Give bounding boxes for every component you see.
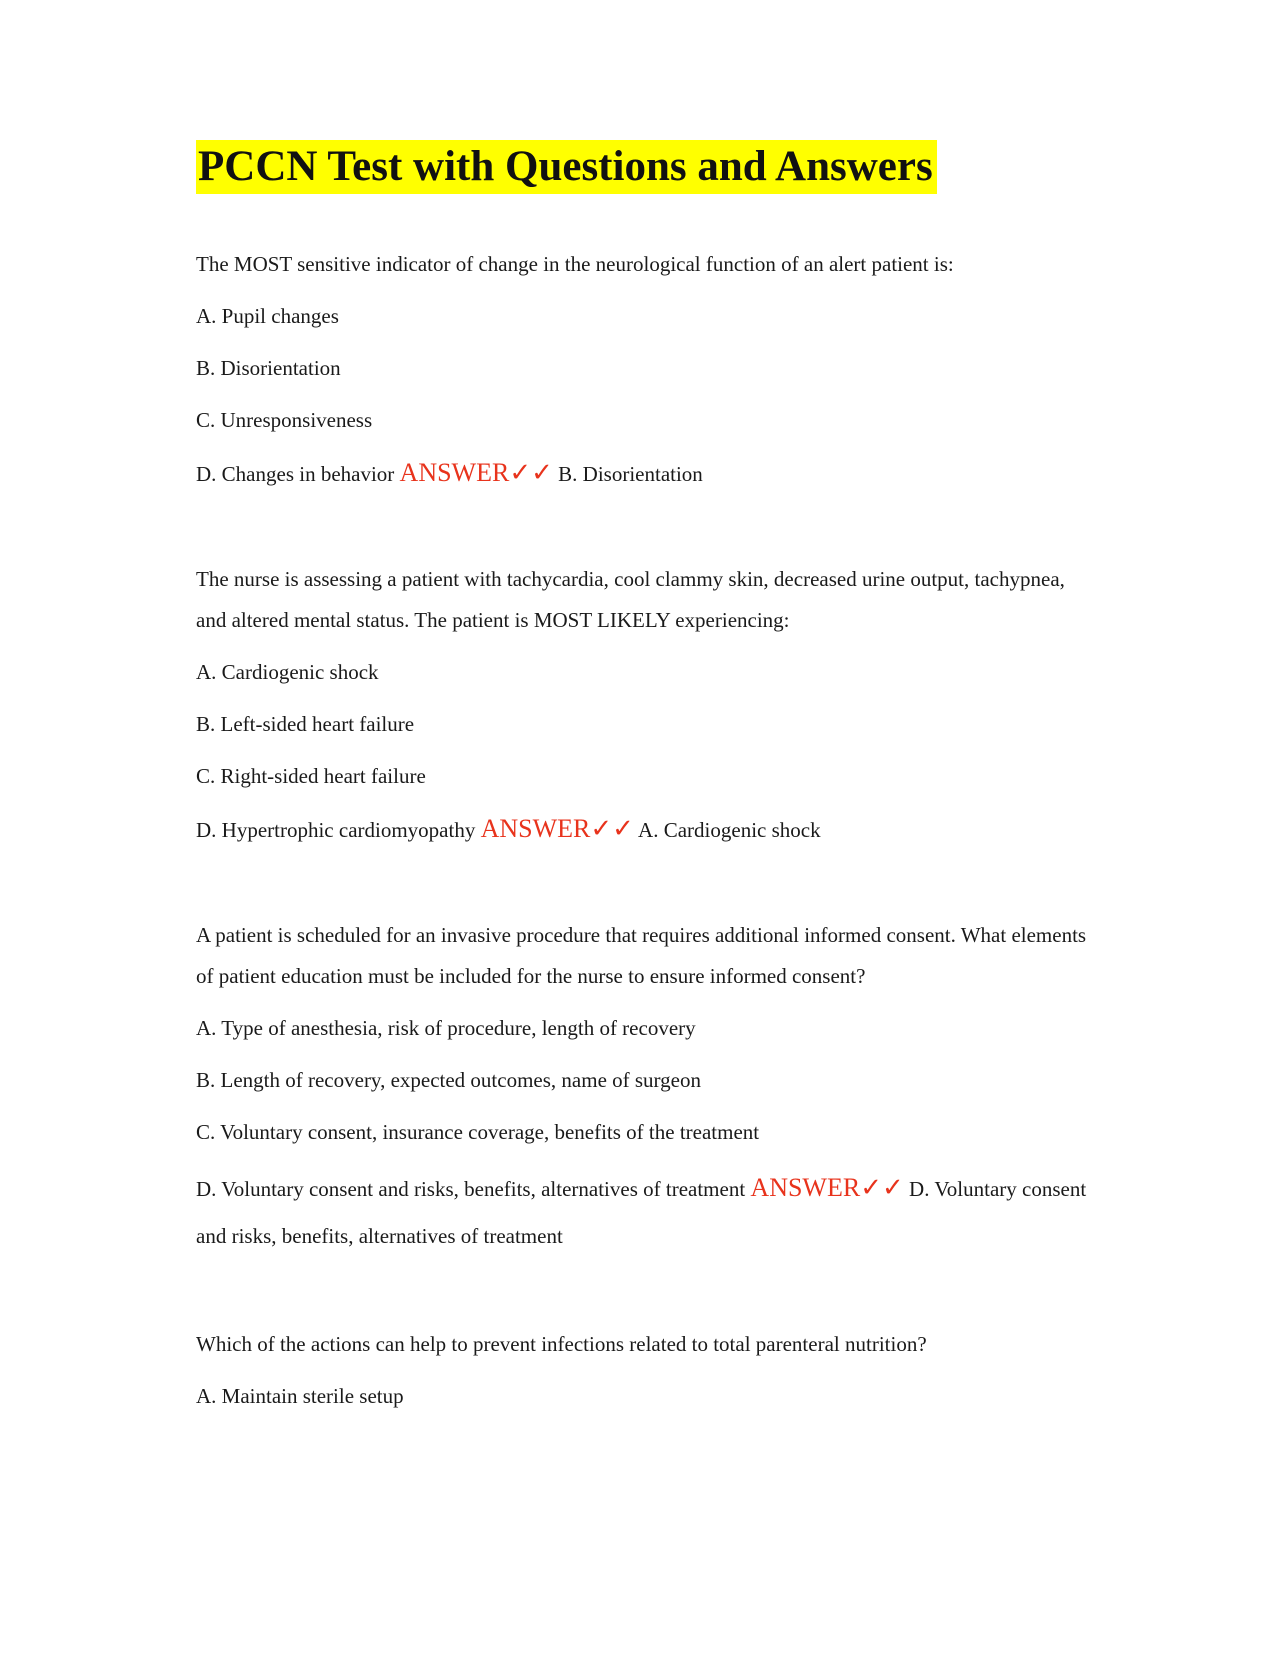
- option-b: B. Disorientation: [196, 356, 341, 380]
- correct-answer: D. Voluntary consent and risks, benefits, alternatives of treatment: [196, 1177, 1087, 1248]
- option-d-with-answer: [196, 1164, 1096, 1260]
- option-d-with-answer: [196, 452, 1096, 495]
- option-b: B. Left-sided heart failure: [196, 712, 415, 736]
- option-a: A. Type of anesthesia, risk of procedure, length of recovery: [196, 1016, 696, 1040]
- option-c: C. Voluntary consent, insurance coverage, benefits of the treatment: [196, 1120, 760, 1144]
- answer-marker: ANSWER✓✓: [750, 1173, 904, 1202]
- option-a: A. Pupil changes: [196, 304, 339, 328]
- option-a: A. Maintain sterile setup: [196, 1384, 404, 1408]
- spacer: [196, 495, 1096, 559]
- option-b: B. Length of recovery, expected outcomes, name of surgeon: [196, 1068, 701, 1092]
- correct-answer: A. Cardiogenic shock: [638, 818, 821, 842]
- spacer: [196, 1260, 1096, 1324]
- question-block-4: [196, 1324, 1096, 1417]
- spacer: [196, 851, 1096, 915]
- option-d: D. Voluntary consent and risks, benefits, alternatives of treatment: [196, 1177, 746, 1201]
- answer-marker: ANSWER✓✓: [399, 458, 553, 487]
- question-text: Which of the actions can help to prevent infections related to total parenteral nutrition?: [196, 1332, 927, 1356]
- option-c: C. Right-sided heart failure: [196, 764, 426, 788]
- option-d: D. Hypertrophic cardiomyopathy: [196, 818, 476, 842]
- option-d-with-answer: [196, 808, 1096, 851]
- answer-marker: ANSWER✓✓: [480, 814, 634, 843]
- option-c: C. Unresponsiveness: [196, 408, 373, 432]
- question-block-2: [196, 559, 1096, 851]
- document-page: [196, 140, 1096, 1428]
- option-d: D. Changes in behavior: [196, 462, 395, 486]
- question-text: The nurse is assessing a patient with tachycardia, cool clammy skin, decreased urine output, tachypnea, and altered mental status. The patient is MOST LIKELY experiencing:: [196, 567, 1065, 632]
- question-block-3: [196, 915, 1096, 1260]
- correct-answer: B. Disorientation: [558, 462, 703, 486]
- option-a: A. Cardiogenic shock: [196, 660, 379, 684]
- question-text: The MOST sensitive indicator of change in the neurological function of an alert patient is:: [196, 252, 954, 276]
- page-title: PCCN Test with Questions and Answers: [196, 140, 937, 194]
- question-text: A patient is scheduled for an invasive procedure that requires additional informed consent. What elements of patient education must be included for the nurse to ensure informed consent?: [196, 923, 1087, 988]
- question-block-1: [196, 244, 1096, 495]
